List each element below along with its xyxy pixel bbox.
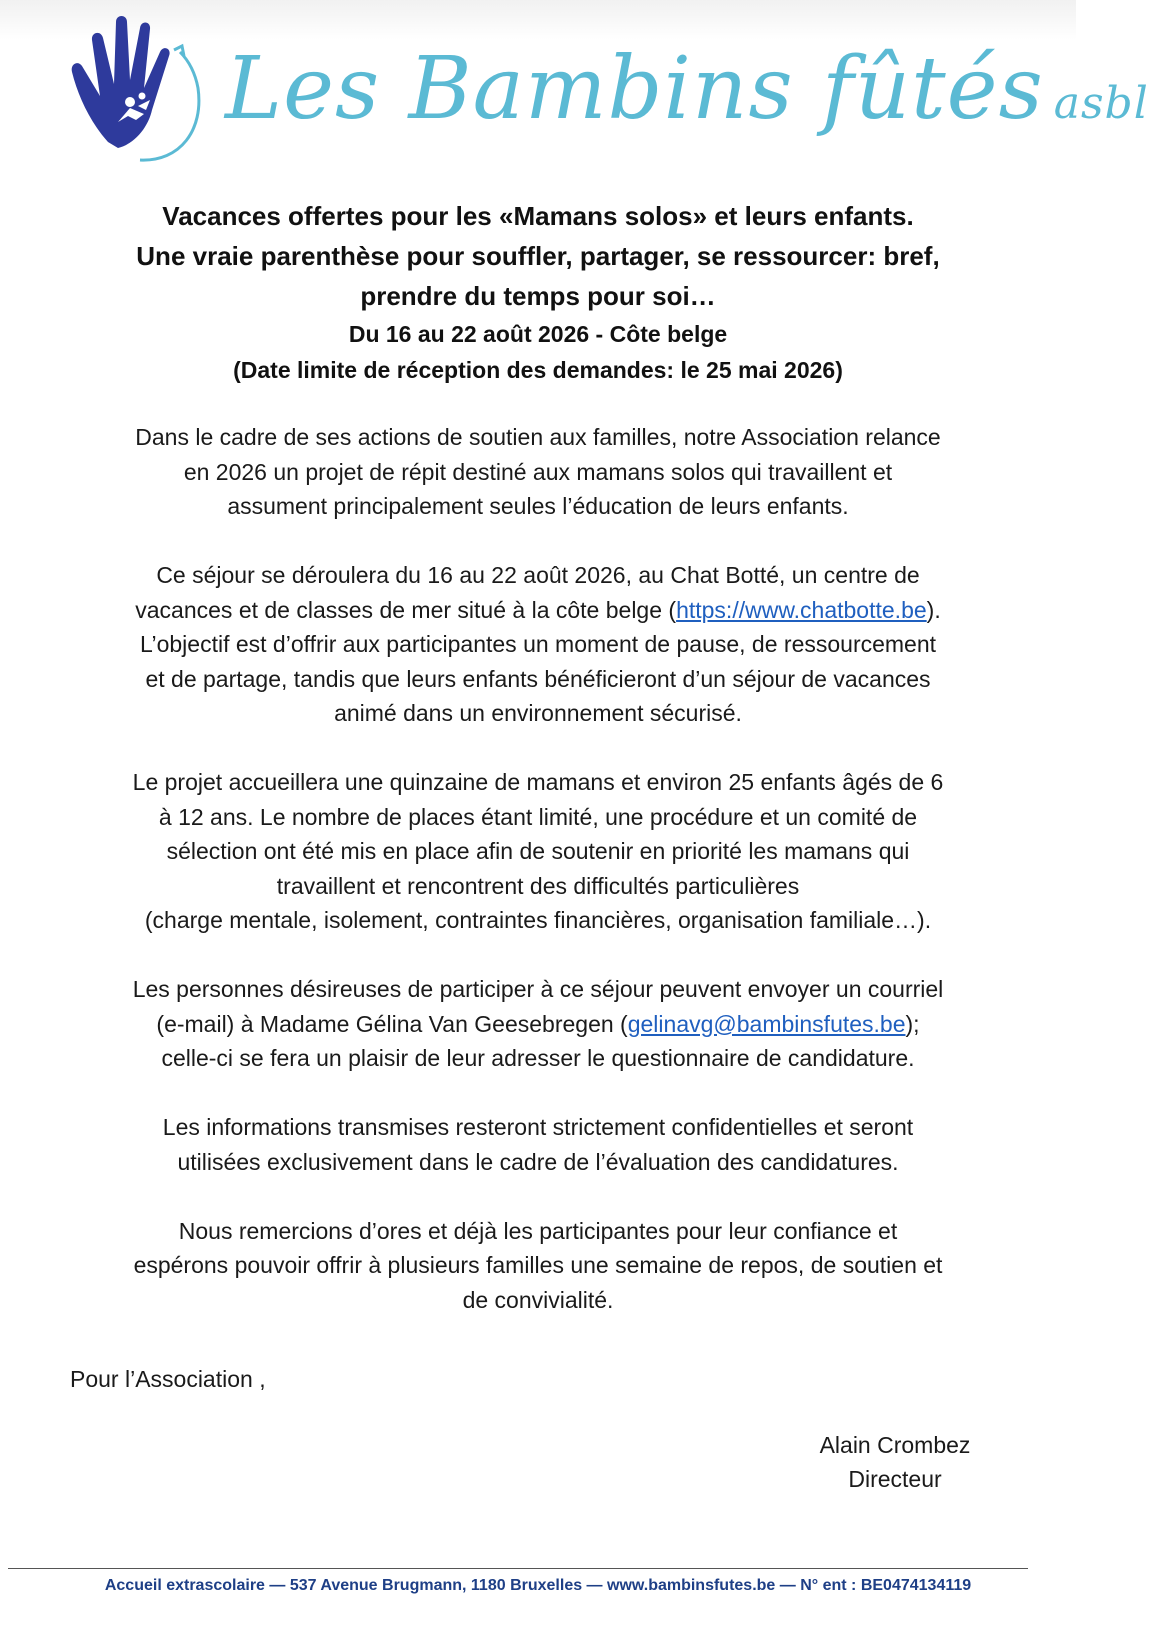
text-line: travaillent et rencontrent des difficultés particulières	[276, 872, 800, 899]
signer-name: Alain Crombez	[819, 1432, 971, 1458]
text-segment: ).	[926, 596, 941, 623]
brand-suffix: asbl	[1053, 78, 1149, 129]
text-line: Dans le cadre de ses actions de soutien aux familles, notre Association relance	[135, 424, 941, 450]
text-line: animé dans un environnement sécurisé.	[334, 700, 742, 726]
text-segment: (e-mail) à Madame Gélina Van Geesebregen (	[156, 1010, 628, 1037]
paragraph-stay	[62, 558, 1014, 731]
text-line: et de partage, tandis que leurs enfants bénéficieront d’un séjour de vacances	[145, 665, 931, 692]
text-line: utilisées exclusivement dans le cadre de l’évaluation des candidatures.	[177, 1148, 899, 1175]
email-link[interactable]: gelinavg@bambinsfutes.be	[627, 1010, 906, 1037]
letter-body	[62, 420, 1014, 1352]
text-line: assument principalement seules l’éducation de leurs enfants.	[227, 493, 849, 519]
title-deadline: (Date limite de réception des demandes: le 25 mai 2026)	[233, 357, 843, 383]
text-line: Les personnes désireuses de participer à ce séjour peuvent envoyer un courriel	[132, 976, 944, 1002]
text-line: espérons pouvoir offrir à plusieurs familles une semaine de repos, de soutien et	[133, 1252, 943, 1278]
paragraph-contact	[62, 972, 1014, 1076]
chatbotte-link[interactable]: https://www.chatbotte.be	[676, 596, 927, 623]
text-line: celle-ci se fera un plaisir de leur adresser le questionnaire de candidature.	[161, 1045, 915, 1071]
footer-text: Accueil extrascolaire — 537 Avenue Brugmann, 1180 Bruxelles — www.bambinsfutes.be — N° ent : BE0474134119	[104, 1577, 972, 1594]
title-line-2: Une vraie parenthèse pour souffler, partager, se ressourcer: bref,	[136, 241, 940, 271]
brand-logotype	[225, 39, 1149, 139]
text-segment: );	[905, 1010, 920, 1037]
text-line: à 12 ans. Le nombre de places étant limité, une procédure et un comité de	[158, 803, 918, 830]
text-line	[62, 593, 1014, 628]
signature-block	[800, 1428, 990, 1496]
text-line: Les informations transmises resteront strictement confidentielles et seront	[162, 1114, 914, 1140]
paragraph-intro	[62, 420, 1014, 524]
title-line-1: Vacances offertes pour les «Mamans solos» et leurs enfants.	[162, 201, 914, 231]
signer-title: Directeur	[848, 1466, 942, 1492]
text-line: Le projet accueillera une quinzaine de mamans et environ 25 enfants âgés de 6	[132, 769, 944, 795]
text-line: Nous remercions d’ores et déjà les participantes pour leur confiance et	[178, 1217, 898, 1244]
text-line: L’objectif est d’offrir aux participantes un moment de pause, de ressourcement	[139, 631, 937, 657]
text-line: sélection ont été mis en place afin de soutenir en priorité les mamans qui	[166, 838, 910, 864]
brand-name: Les Bambins fûtés	[225, 39, 1044, 139]
text-line: de convivialité.	[462, 1286, 614, 1313]
paragraph-selection	[62, 765, 1014, 938]
footer-divider	[8, 1568, 1028, 1569]
text-segment: vacances et de classes de mer situé à la côte belge (	[135, 596, 677, 623]
text-line: (charge mentale, isolement, contraintes financières, organisation familiale…).	[144, 907, 932, 933]
closing-greeting: Pour l’Association ,	[70, 1366, 266, 1392]
text-line: en 2026 un projet de répit destiné aux mamans solos qui travaillent et	[183, 458, 893, 485]
title-line-3: prendre du temps pour soi…	[360, 281, 716, 311]
hand-logo-icon	[70, 10, 220, 170]
paragraph-thanks	[62, 1214, 1014, 1318]
letterhead	[70, 10, 1149, 170]
title-dates: Du 16 au 22 août 2026 - Côte belge	[348, 321, 728, 347]
paragraph-confidentiality	[62, 1110, 1014, 1179]
text-line	[62, 1007, 1014, 1042]
text-line: Ce séjour se déroulera du 16 au 22 août 2026, au Chat Botté, un centre de	[156, 562, 920, 588]
announcement-title	[60, 196, 1016, 388]
